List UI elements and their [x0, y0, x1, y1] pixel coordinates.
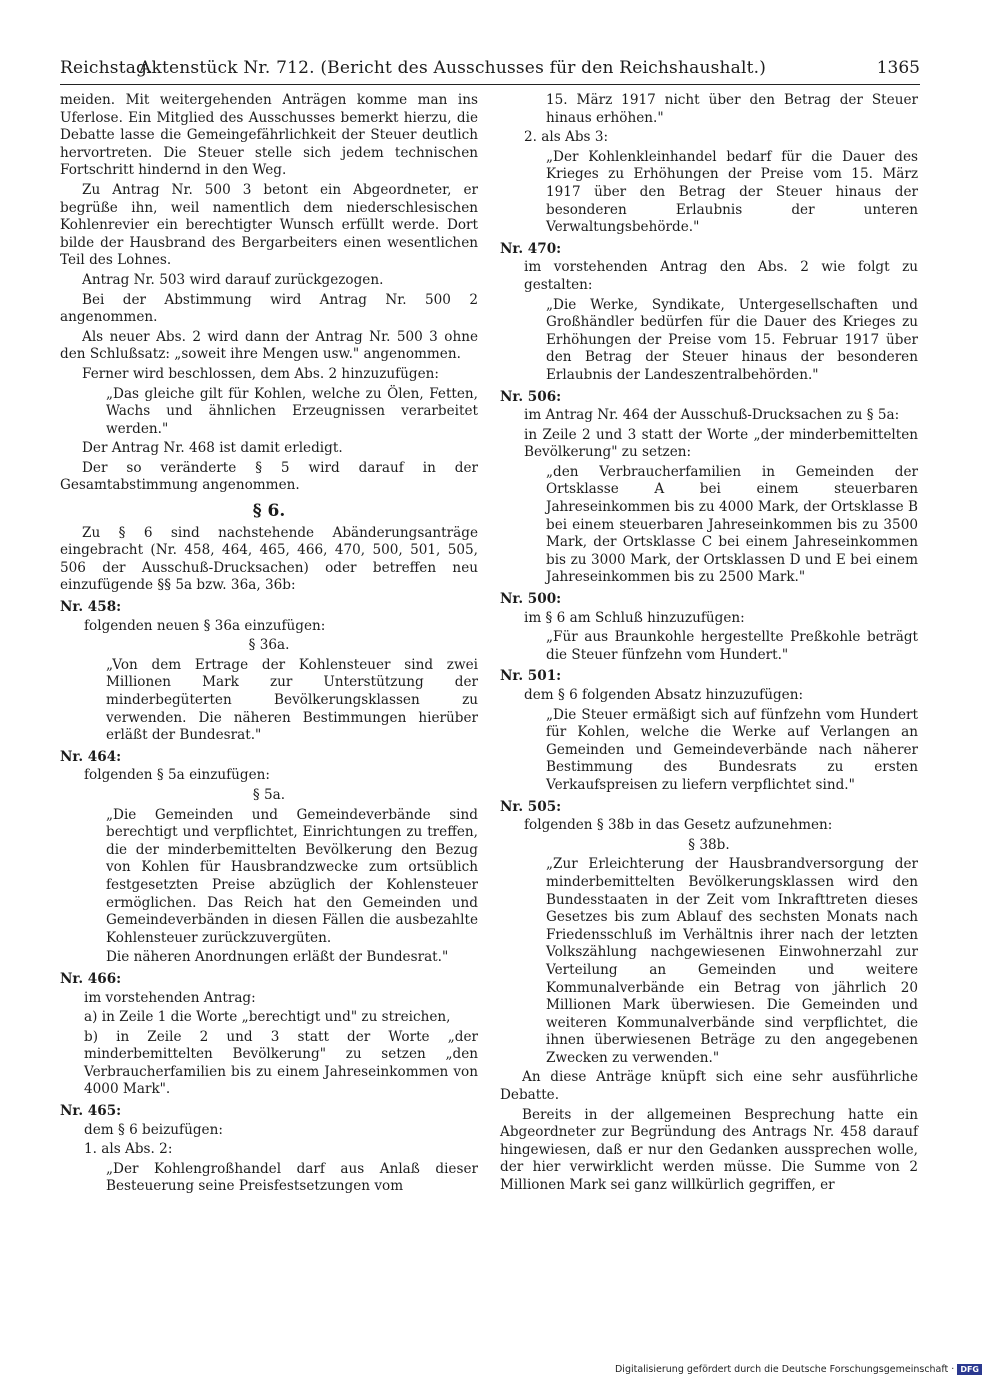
instruction-text: folgenden § 38b in das Gesetz aufzunehmen:: [524, 817, 833, 834]
motion-number: Nr. 464:: [60, 748, 122, 765]
left-column: [60, 92, 478, 1198]
header-title: Aktenstück Nr. 712. (Bericht des Ausschusses für den Reichshaushalt.): [139, 58, 767, 78]
section-heading: § 6.: [252, 501, 286, 522]
instruction-text: folgenden § 5a einzufügen:: [84, 767, 271, 784]
quoted-text: „Von dem Ertrage der Kohlensteuer sind zwei Millionen Mark zur Unterstützung der minderbegüterten Bevölkerungsklassen zu verwenden. Die näheren Bestimmungen hierüber erläßt der Bundesrat.": [106, 656, 478, 744]
paragraph: Zu Antrag Nr. 500 3 betont ein Abgeordneter, er begrüße ihn, weil namentlich dem niederschlesischen Kohlenrevier ein berechtigter Wunsch erfüllt werde. Dort bilde der Hausbrand des Bergarbeiters einen wesentlichen Teil des Lohnes.: [60, 181, 478, 269]
section-reference: § 38b.: [688, 836, 730, 853]
footer-text: Digitalisierung gefördert durch die Deutsche Forschungsgemeinschaft ·: [614, 1364, 955, 1375]
instruction-text: a) in Zeile 1 die Worte „berechtigt und" zu streichen,: [84, 1009, 451, 1026]
quoted-text: „Die Steuer ermäßigt sich auf fünfzehn vom Hundert für Kohlen, welche die Werke auf Verlangen an Gemeinden und Gemeindeverbände nach näherer Bestimmung des Bundesrats zu ersten Verkaufspreisen zu liefern verpflichtet sind.": [546, 706, 918, 793]
page-number: 1365: [876, 58, 920, 78]
quoted-text: „Zur Erleichterung der Hausbrandversorgung der minderbemittelten Bevölkerungsklassen wird den Bundesstaaten in der Zeit vom Inkrafttreten dieses Gesetzes bis zum Ablauf des sechsten Monats nach Friedensschluß im Verhältnis ihrer nach der letzten Volkszählung nachgewiesenen Einwohnerzahl zur Verteilung an Gemeinden und weitere Kommunalverbände ein Betrag von jährlich 20 Millionen Mark überwiesen. Die Gemeinden und weiteren Kommunalverbände sind verpflichtet, die ihnen überwiesenen Beträge zu den angegebenen Zwecken zu verwenden.": [546, 856, 918, 1066]
instruction-text: im vorstehenden Antrag den Abs. 2 wie folgt zu gestalten:: [524, 259, 918, 293]
paragraph: An diese Anträge knüpft sich eine sehr ausführliche Debatte.: [500, 1069, 918, 1104]
instruction-text: im § 6 am Schluß hinzuzufügen:: [524, 609, 745, 626]
footer-credit: [615, 1364, 982, 1375]
section-reference: § 36a.: [248, 637, 290, 654]
paragraph: Zu § 6 sind nachstehende Abänderungsanträge eingebracht (Nr. 458, 464, 465, 466, 470, 500, 501, 505, 506 der Ausschuß-Drucksachen) oder betreffen neu einzufügende §§ 5a bzw. 36a, 36b:: [60, 524, 478, 594]
right-column: [500, 92, 918, 1197]
paragraph: Der Antrag Nr. 468 ist damit erledigt.: [82, 440, 343, 457]
instruction-text: 1. als Abs. 2:: [84, 1141, 173, 1158]
header-publication: Reichstag.: [60, 58, 153, 78]
paragraph: Der so veränderte § 5 wird darauf in der Gesamtabstimmung angenommen.: [60, 459, 478, 494]
instruction-text: b) in Zeile 2 und 3 statt der Worte „der minderbemittelten Bevölkerung" zu setzen „den Verbraucherfamilien bis zu einem Jahreseinkommen von 4000 Mark".: [84, 1028, 478, 1098]
quoted-text: „Für aus Braunkohle hergestellte Preßkohle beträgt die Steuer fünfzehn vom Hundert.": [546, 629, 918, 663]
paragraph: Bei der Abstimmung wird Antrag Nr. 500 2 angenommen.: [60, 291, 478, 326]
quoted-text: „Der Kohlenkleinhandel bedarf für die Dauer des Krieges zu Erhöhungen der Preise vom 15. März 1917 über den Betrag der Steuer hinaus der besonderen Erlaubnis der unteren Verwaltungsbehörde.": [546, 148, 918, 236]
motion-number: Nr. 506:: [500, 388, 562, 405]
paragraph: meiden. Mit weitergehenden Anträgen komme man ins Uferlose. Ein Mitglied des Ausschusses bemerkt hierzu, die Debatte lasse die Gemeingefährlichkeit der Steuer deutlich hervortreten. Die Steuer stelle sich jedem technischen Fortschritt hindernd in den Weg.: [60, 92, 478, 179]
quoted-text: „den Verbraucherfamilien in Gemeinden der Ortsklasse A bei einem steuerbaren Jahreseinkommen bis zu 4000 Mark, der Ortsklasse B bei einem steuerbaren Jahreseinkommen bis zu 3500 Mark, der Ortsklasse C bei einem Jahreseinkommen bis zu 3000 Mark, der Ortsklassen D und E bei einem Jahreseinkommen bis zu 2500 Mark.": [546, 463, 918, 586]
motion-number: Nr. 465:: [60, 1103, 122, 1120]
quoted-text: „Die Gemeinden und Gemeindeverbände sind berechtigt und verpflichtet, Einrichtungen zu treffen, die der minderbemittelten Bevölkerung den Bezug von Kohlen für Hausbrandzwecke zum ortsüblich festgesetzten Preise abzüglich der Kohlensteuer ermöglichen. Das Reich hat den Gemeinden und Gemeindeverbänden in diesen Fällen die ausbezahlte Kohlensteuer zurückzuvergüten.: [106, 806, 478, 946]
quoted-text: „Das gleiche gilt für Kohlen, welche zu Ölen, Fetten, Wachs und ähnlichen Erzeugnissen verarbeitet werden.": [106, 385, 478, 437]
instruction-text: folgenden neuen § 36a einzufügen:: [84, 617, 326, 634]
quoted-text: 15. März 1917 nicht über den Betrag der Steuer hinaus erhöhen.": [546, 92, 918, 126]
motion-number: Nr. 470:: [500, 240, 562, 257]
instruction-text: dem § 6 beizufügen:: [84, 1121, 223, 1138]
instruction-text: in Zeile 2 und 3 statt der Worte „der minderbemittelten Bevölkerung" zu setzen:: [524, 426, 918, 461]
paragraph: Antrag Nr. 503 wird darauf zurückgezogen.: [82, 271, 384, 288]
page-header: [60, 58, 920, 85]
motion-number: Nr. 501:: [500, 668, 562, 685]
paragraph: Bereits in der allgemeinen Besprechung hatte ein Abgeordneter zur Begründung des Antrags Nr. 458 darauf hingewiesen, daß er nur den Gedanken aussprechen wolle, der hier verwirklicht werden müsse. Die Summe von 2 Millionen Mark sei ganz willkürlich gegriffen, er: [500, 1106, 918, 1194]
motion-number: Nr. 466:: [60, 970, 122, 987]
section-reference: § 5a.: [252, 786, 286, 803]
instruction-text: dem § 6 folgenden Absatz hinzuzufügen:: [524, 687, 804, 703]
motion-number: Nr. 505:: [500, 798, 562, 815]
paragraph: Ferner wird beschlossen, dem Abs. 2 hinzuzufügen:: [82, 365, 439, 382]
instruction-text: im vorstehenden Antrag:: [84, 989, 256, 1006]
instruction-text: im Antrag Nr. 464 der Ausschuß-Drucksachen zu § 5a:: [524, 407, 900, 424]
quoted-text: Die näheren Anordnungen erläßt der Bundesrat.": [106, 949, 449, 966]
dfg-logo-icon: DFG: [957, 1364, 982, 1375]
quoted-text: „Die Werke, Syndikate, Untergesellschaften und Großhändler bedürfen für die Dauer des Krieges zu Erhöhungen der Preise vom 15. Februar 1917 über den Betrag der Steuer hinaus der besonderen Erlaubnis der Landeszentralbehörden.": [546, 296, 918, 383]
instruction-text: 2. als Abs 3:: [524, 129, 609, 146]
motion-number: Nr. 458:: [60, 599, 122, 616]
paragraph: Als neuer Abs. 2 wird dann der Antrag Nr. 500 3 ohne den Schlußsatz: „soweit ihre Mengen usw." angenommen.: [60, 328, 478, 363]
motion-number: Nr. 500:: [500, 591, 562, 608]
quoted-text: „Der Kohlengroßhandel darf aus Anlaß dieser Besteuerung seine Preisfestsetzungen vom: [106, 1160, 478, 1195]
